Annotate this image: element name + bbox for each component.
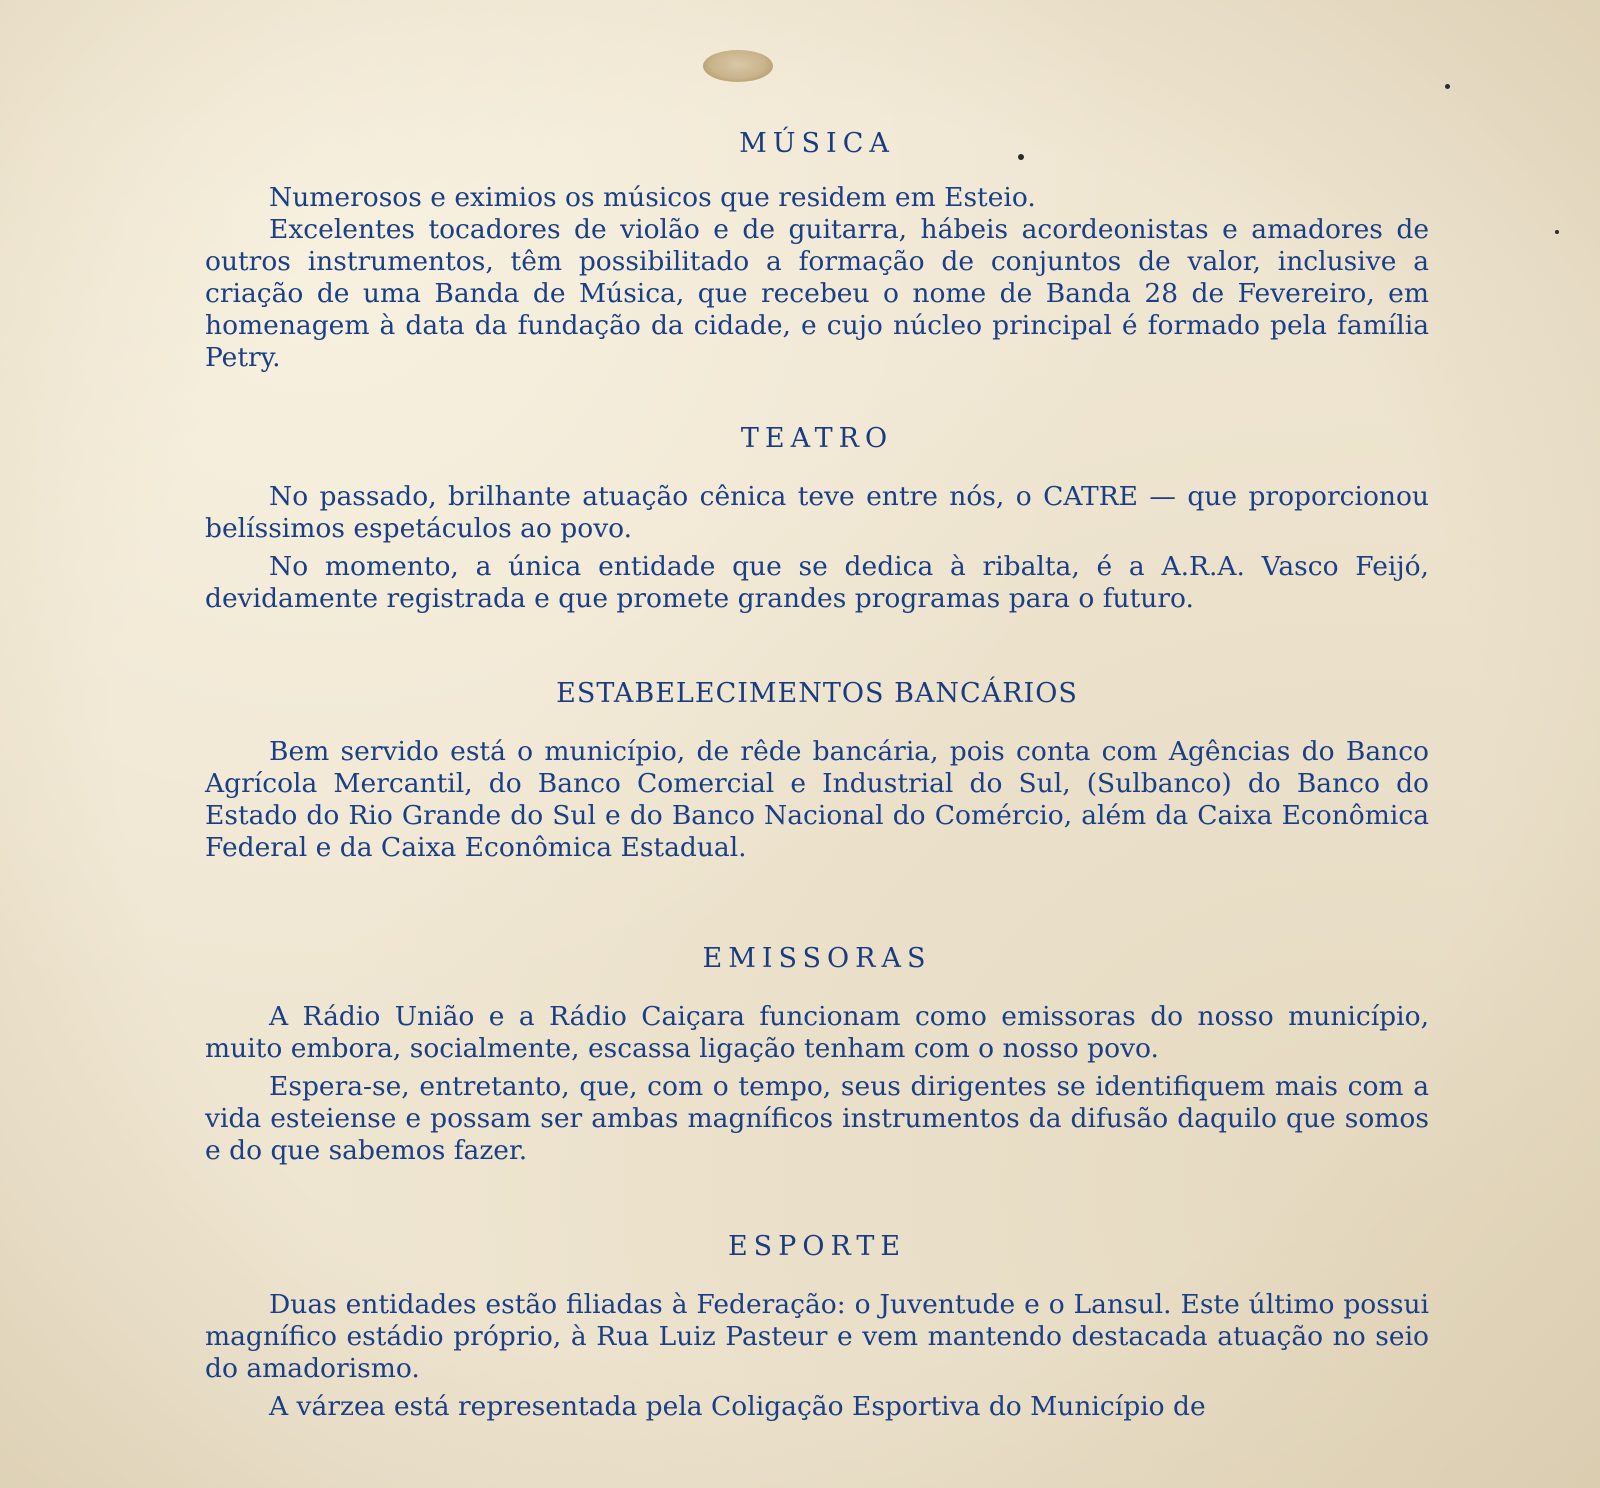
- section-body-musica: [205, 182, 1429, 374]
- paragraph: No passado, brilhante atuação cênica teve entre nós, o CATRE — que proporcionou belíssimos espetáculos ao povo.: [205, 481, 1429, 544]
- section-body-bancos: [205, 736, 1429, 864]
- section-teatro: [205, 419, 1429, 615]
- paragraph: A várzea está representada pela Coligação Esportiva do Município de: [269, 1391, 1206, 1422]
- paragraph: No momento, a única entidade que se dedica à ribalta, é a A.R.A. Vasco Feijó, devidamente registrada e que promete grandes programas para o futuro.: [205, 551, 1429, 614]
- paragraph: Duas entidades estão filiadas à Federação: o Juventude e o Lansul. Este último possui magnífico estádio próprio, à Rua Luiz Pasteur e vem mantendo destacada atuação no seio do amadorismo.: [205, 1289, 1429, 1384]
- section-body-teatro: [205, 481, 1429, 615]
- ink-speck: [1555, 230, 1559, 234]
- section-title-musica: MÚSICA: [739, 128, 895, 159]
- section-emissoras: [205, 939, 1429, 1167]
- section-body-emissoras: [205, 1001, 1429, 1167]
- paragraph: Bem servido está o município, de rêde bancária, pois conta com Agências do Banco Agrícola Mercantil, do Banco Comercial e Industrial do Sul, (Sulbanco) do Banco do Estado do Rio Grande do Sul e do Banco Nacional do Comércio, além da Caixa Econômica Federal e da Caixa Econômica Estadual.: [205, 736, 1429, 863]
- paragraph: Numerosos e eximios os músicos que residem em Esteio.: [269, 182, 1036, 213]
- section-title-esporte: ESPORTE: [727, 1231, 907, 1262]
- paragraph: Excelentes tocadores de violão e de guitarra, hábeis acordeonistas e amadores de outros instrumentos, têm possibilitado a formação de conjuntos de valor, inclusive a criação de uma Banda de Música, que recebeu o nome de Banda 28 de Fevereiro, em homenagem à data da fundação da cidade, e cujo núcleo principal é formado pela família Petry.: [205, 214, 1429, 373]
- ink-speck: [1445, 84, 1450, 89]
- paper-stain: [703, 50, 773, 82]
- section-musica: [205, 124, 1429, 374]
- section-title-emissoras: EMISSORAS: [702, 943, 932, 974]
- paragraph: A Rádio União e a Rádio Caiçara funcionam como emissoras do nosso município, muito embora, socialmente, escassa ligação tenham com o nosso povo.: [205, 1001, 1429, 1064]
- paragraph: Espera-se, entretanto, que, com o tempo, seus dirigentes se identifiquem mais com a vida esteiense e possam ser ambas magníficos instrumentos da difusão daquilo que somos e do que sabemos fazer.: [205, 1071, 1429, 1166]
- section-body-esporte: [205, 1289, 1429, 1423]
- section-esporte: [205, 1227, 1429, 1423]
- section-bancos: [205, 674, 1429, 864]
- section-title-teatro: TEATRO: [740, 423, 894, 454]
- section-title-bancos: ESTABELECIMENTOS BANCÁRIOS: [556, 678, 1078, 709]
